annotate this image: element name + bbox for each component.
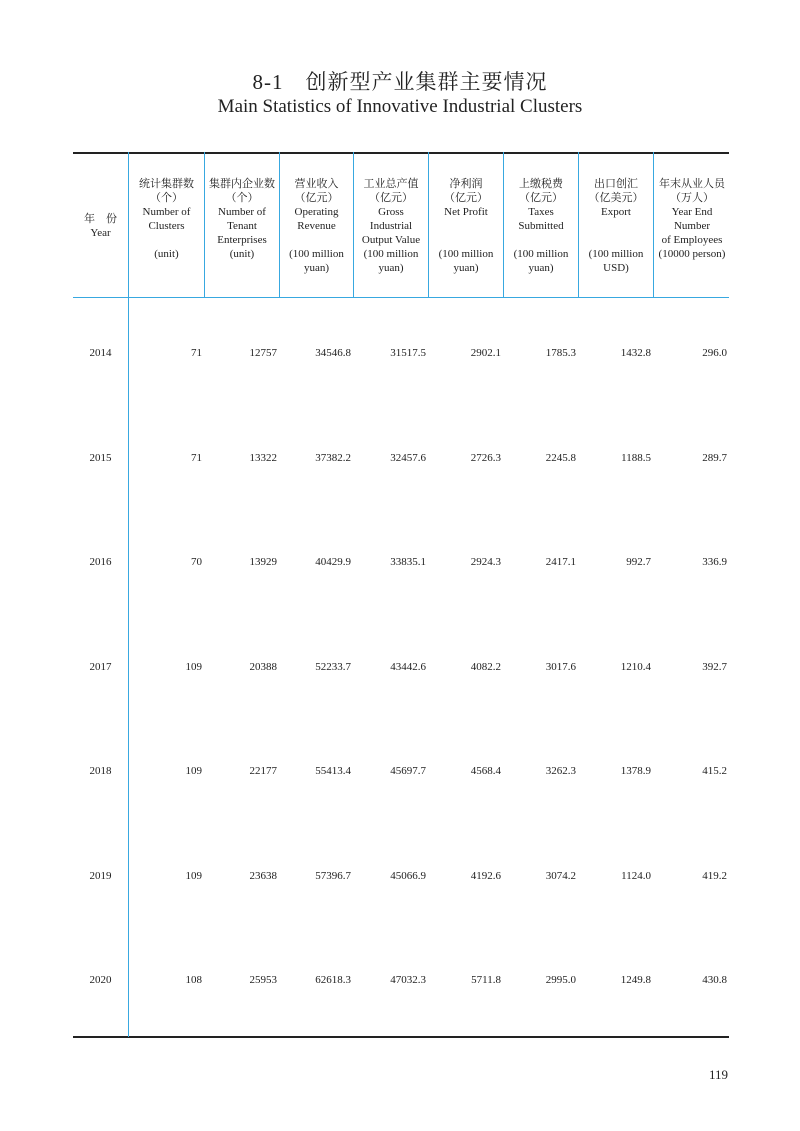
header-en: Revenue xyxy=(297,220,336,232)
table-bottom-rule xyxy=(73,1036,729,1038)
table-cell: 3017.6 xyxy=(545,661,576,673)
header-en: Output Value xyxy=(361,234,421,246)
table-cell: 992.7 xyxy=(626,556,651,568)
table-cell: 108 xyxy=(185,974,202,986)
table-row-year: 2014 xyxy=(89,347,112,359)
table-cell: 47032.3 xyxy=(390,974,426,986)
header-cn-unit: （个） xyxy=(225,192,259,204)
header-bottom-rule xyxy=(73,297,729,298)
header-cn: 统计集群数 xyxy=(139,178,194,190)
header-unit: (100 million USD) xyxy=(588,248,644,274)
header-en: Operating xyxy=(294,206,339,218)
table-cell: 430.8 xyxy=(702,974,727,986)
table-cell: 25953 xyxy=(249,974,277,986)
table-row-year: 2019 xyxy=(89,870,112,882)
column-header-employees xyxy=(654,177,730,261)
table-cell: 2417.1 xyxy=(545,556,576,568)
table-cell: 23638 xyxy=(249,870,277,882)
table-cell: 2995.0 xyxy=(545,974,576,986)
table-cell: 1432.8 xyxy=(620,347,651,359)
table-cell: 22177 xyxy=(249,765,277,777)
year-column-header xyxy=(73,212,128,240)
table-cell: 20388 xyxy=(249,661,277,673)
header-en: Number xyxy=(673,220,711,232)
table-top-rule xyxy=(73,152,729,154)
year-header-en: Year xyxy=(90,227,111,239)
header-cn: 工业总产值 xyxy=(363,178,419,190)
table-cell: 2726.3 xyxy=(470,452,501,464)
table-cell: 12757 xyxy=(249,347,277,359)
table-cell: 3074.2 xyxy=(545,870,576,882)
header-en: Industrial xyxy=(369,220,413,232)
table-row-year: 2020 xyxy=(89,974,112,986)
table-cell: 37382.2 xyxy=(315,452,351,464)
header-en: Number of xyxy=(218,206,266,218)
header-en: Enterprises xyxy=(217,234,267,246)
table-cell: 33835.1 xyxy=(390,556,426,568)
table-cell: 109 xyxy=(185,765,202,777)
header-unit: (100 million yuan) xyxy=(289,248,344,274)
header-unit: (unit) xyxy=(154,248,179,260)
table-cell: 109 xyxy=(185,661,202,673)
header-cn: 集群内企业数 xyxy=(209,178,275,190)
table-cell: 32457.6 xyxy=(390,452,426,464)
table-cell: 1188.5 xyxy=(621,452,651,464)
header-cn-unit: （亿元） xyxy=(444,192,488,204)
header-cn: 营业收入 xyxy=(294,178,339,190)
table-cell: 13929 xyxy=(249,556,277,568)
header-en: Year End xyxy=(671,206,713,218)
header-cn-unit: （万人） xyxy=(670,192,714,204)
column-header-enterprises xyxy=(205,177,279,261)
table-cell: 336.9 xyxy=(702,556,727,568)
page-number: 119 xyxy=(708,1067,728,1082)
header-cn: 年末从业人员 xyxy=(659,178,725,190)
table-cell: 1378.9 xyxy=(620,765,651,777)
table-cell: 5711.8 xyxy=(471,974,501,986)
column-header-output-value xyxy=(354,177,428,275)
table-cell: 71 xyxy=(191,452,202,464)
header-unit: (100 million yuan) xyxy=(513,248,569,274)
table-cell: 70 xyxy=(191,556,202,568)
header-cn-unit: （亿元） xyxy=(369,192,413,204)
table-cell: 392.7 xyxy=(702,661,727,673)
table-cell: 4082.2 xyxy=(470,661,501,673)
header-cn: 净利润 xyxy=(449,178,483,190)
header-en: Taxes xyxy=(528,206,554,218)
header-en: of Employees xyxy=(661,234,723,246)
table-cell: 40429.9 xyxy=(315,556,351,568)
table-cell: 2902.1 xyxy=(470,347,501,359)
table-cell: 52233.7 xyxy=(315,661,351,673)
header-en: Gross xyxy=(378,206,404,218)
table-row-year: 2015 xyxy=(89,452,112,464)
table-cell: 34546.8 xyxy=(315,347,351,359)
header-en: Submitted xyxy=(518,220,564,232)
header-en: Net Profit xyxy=(444,206,488,218)
column-header-export xyxy=(579,177,653,275)
table-cell: 45697.7 xyxy=(390,765,426,777)
header-en: Number of xyxy=(142,206,191,218)
table-cell: 109 xyxy=(185,870,202,882)
header-unit: (100 million yuan) xyxy=(363,248,419,274)
column-header-net-profit xyxy=(429,177,503,275)
table-row-year: 2016 xyxy=(89,556,112,568)
table-cell: 1249.8 xyxy=(620,974,651,986)
header-cn-unit: （亿元） xyxy=(519,192,563,204)
table-row-year: 2017 xyxy=(89,661,112,673)
table-cell: 45066.9 xyxy=(390,870,426,882)
table-row-year: 2018 xyxy=(89,765,112,777)
header-cn-unit: （个） xyxy=(150,192,183,204)
table-cell: 4568.4 xyxy=(470,765,501,777)
header-cn: 上缴税费 xyxy=(519,178,563,190)
table-cell: 57396.7 xyxy=(315,870,351,882)
year-header-cn: 年 份 xyxy=(84,213,117,225)
header-en: Export xyxy=(601,206,631,218)
table-cell: 289.7 xyxy=(702,452,727,464)
header-unit: (100 million yuan) xyxy=(438,248,494,274)
year-column-divider xyxy=(128,152,129,1037)
table-cell: 3262.3 xyxy=(545,765,576,777)
table-cell: 62618.3 xyxy=(315,974,351,986)
table-cell: 2924.3 xyxy=(470,556,501,568)
table-cell: 419.2 xyxy=(702,870,727,882)
table-cell: 1210.4 xyxy=(620,661,651,673)
table-cell: 13322 xyxy=(249,452,277,464)
column-header-taxes xyxy=(504,177,578,275)
table-cell: 43442.6 xyxy=(390,661,426,673)
table-cell: 296.0 xyxy=(702,347,727,359)
table-cell: 4192.6 xyxy=(470,870,501,882)
table-cell: 2245.8 xyxy=(545,452,576,464)
header-unit: (10000 person) xyxy=(658,248,726,260)
table-cell: 1124.0 xyxy=(621,870,651,882)
header-cn-unit: （亿美元） xyxy=(588,192,644,204)
table-cell: 71 xyxy=(191,347,202,359)
header-unit: (unit) xyxy=(229,248,255,260)
table-cell: 1785.3 xyxy=(545,347,576,359)
column-header-clusters xyxy=(129,177,204,261)
table-cell: 31517.5 xyxy=(390,347,426,359)
table-title-en: Main Statistics of Innovative Industrial Clusters xyxy=(217,96,583,117)
table-cell: 415.2 xyxy=(702,765,727,777)
header-cn: 出口创汇 xyxy=(594,178,638,190)
column-header-revenue xyxy=(280,177,353,275)
table-title-cn: 8-1 创新型产业集群主要情况 xyxy=(252,70,548,94)
header-en: Tenant xyxy=(227,220,257,232)
header-cn-unit: （亿元） xyxy=(294,192,339,204)
table-cell: 55413.4 xyxy=(315,765,351,777)
header-en: Clusters xyxy=(148,220,185,232)
